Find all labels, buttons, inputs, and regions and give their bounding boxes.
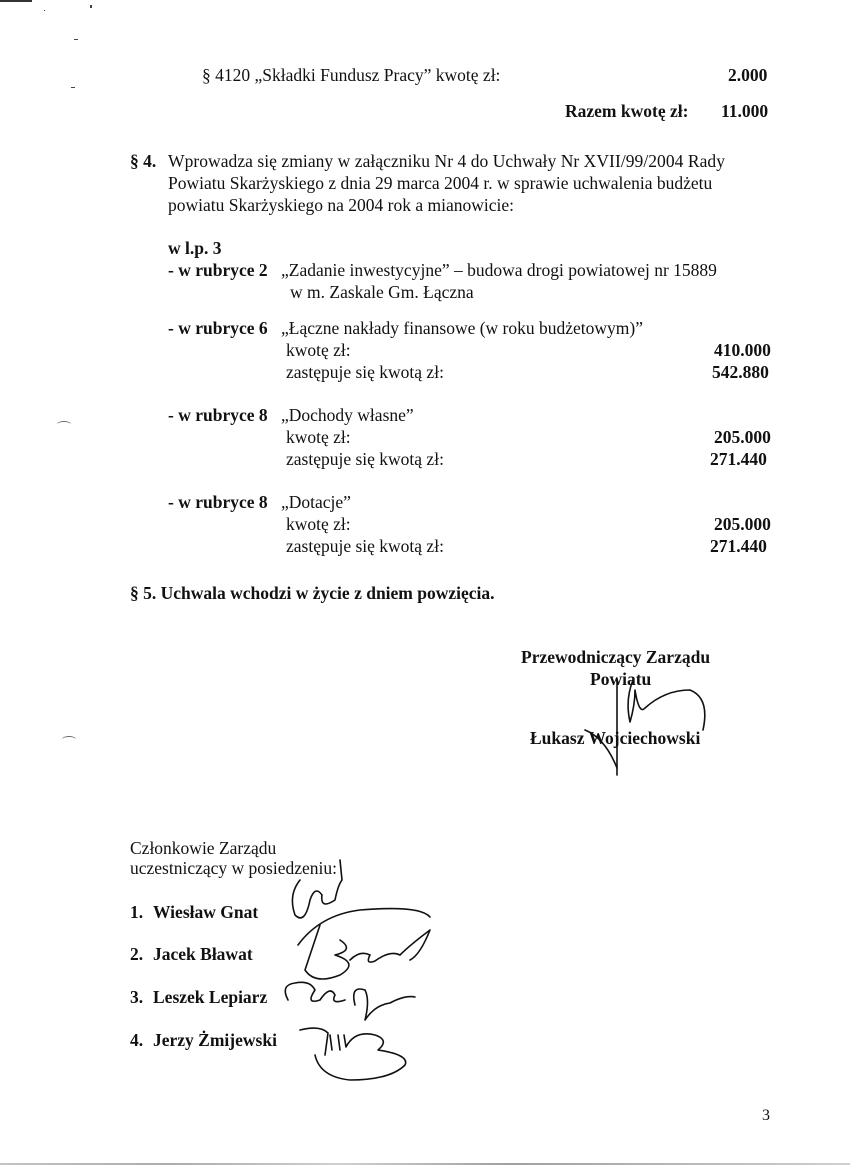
scan-speck [44, 10, 45, 11]
rubryka-6-replace-label: zastępuje się kwotą zł: [286, 362, 444, 382]
scan-speck [90, 5, 92, 8]
rubryka-8-own-text: „Dochody własne” [281, 405, 414, 425]
rubryka-8-own-amount-label: kwotę zł: [286, 427, 351, 447]
members-heading-line-1: Członkowie Zarządu [130, 838, 277, 858]
member-name: Jacek Bławat [153, 944, 253, 964]
rubryka-8-grants-amount-label: kwotę zł: [286, 514, 351, 534]
section-4-line-2: Powiatu Skarżyskiego z dnia 29 marca 2004 r. w sprawie uchwalenia budżetu [168, 173, 713, 193]
section-5-text: § 5. Uchwala wchodzi w życie z dniem powzięcia. [130, 583, 495, 603]
member-number: 4. [130, 1030, 144, 1050]
section-4-line-1: Wprowadza się zmiany w załączniku Nr 4 do Uchwały Nr XVII/99/2004 Rady [168, 151, 726, 171]
rubryka-8-grants-label: - w rubryce 8 [168, 492, 268, 512]
rubryka-8-grants-replace-amount: 271.440 [710, 536, 767, 556]
member-number: 2. [130, 944, 144, 964]
scan-speck [71, 87, 75, 88]
member-signatures [280, 855, 450, 1085]
members-heading-line-2: uczestniczący w posiedzeniu: [130, 858, 337, 878]
section-4120-amount: 2.000 [728, 65, 768, 85]
punch-hole-mark [57, 421, 71, 428]
total-amount: 11.000 [721, 101, 769, 121]
chairman-title-line-2: Powiatu [590, 669, 652, 689]
rubryka-2-label: - w rubryce 2 [168, 260, 268, 280]
scan-artifact-bottom-line [0, 1163, 850, 1165]
rubryka-6-text: „Łączne nakłady finansowe (w roku budżetowym)” [281, 318, 644, 338]
page-number: 3 [762, 1107, 770, 1124]
rubryka-8-own-replace-amount: 271.440 [710, 449, 767, 469]
chairman-title-line-1: Przewodniczący Zarządu [521, 647, 711, 667]
scan-artifact-line [0, 0, 32, 2]
rubryka-8-grants-amount: 205.000 [714, 514, 771, 534]
rubryka-6-label: - w rubryce 6 [168, 318, 268, 338]
chairman-signature [555, 670, 715, 780]
section-4120-label: § 4120 „Składki Fundusz Pracy” kwotę zł: [202, 65, 501, 85]
section-4-marker: § 4. [130, 151, 157, 171]
rubryka-8-grants-text: „Dotacje” [281, 492, 351, 512]
rubryka-6-replace-amount: 542.880 [712, 362, 769, 382]
punch-hole-mark [62, 736, 76, 743]
member-name: Wiesław Gnat [153, 902, 259, 922]
member-number: 3. [130, 987, 144, 1007]
scan-speck [74, 39, 78, 40]
rubryka-8-own-label: - w rubryce 8 [168, 405, 268, 425]
section-4-line-3: powiatu Skarżyskiego na 2004 rok a mianowicie: [168, 195, 515, 215]
rubryka-6-amount: 410.000 [714, 340, 771, 360]
total-label: Razem kwotę zł: [565, 101, 689, 121]
rubryka-6-amount-label: kwotę zł: [286, 340, 351, 360]
member-name: Jerzy Żmijewski [153, 1030, 277, 1050]
rubryka-2-text-2: w m. Zaskale Gm. Łączna [290, 282, 474, 302]
item-heading: w l.p. 3 [168, 238, 222, 258]
chairman-name: Łukasz Wojciechowski [530, 728, 701, 748]
rubryka-2-text: „Zadanie inwestycyjne” – budowa drogi powiatowej nr 15889 [281, 260, 717, 280]
rubryka-8-grants-replace-label: zastępuje się kwotą zł: [286, 536, 444, 556]
member-name: Leszek Lepiarz [153, 987, 268, 1007]
rubryka-8-own-replace-label: zastępuje się kwotą zł: [286, 449, 444, 469]
rubryka-8-own-amount: 205.000 [714, 427, 771, 447]
member-number: 1. [130, 902, 144, 922]
